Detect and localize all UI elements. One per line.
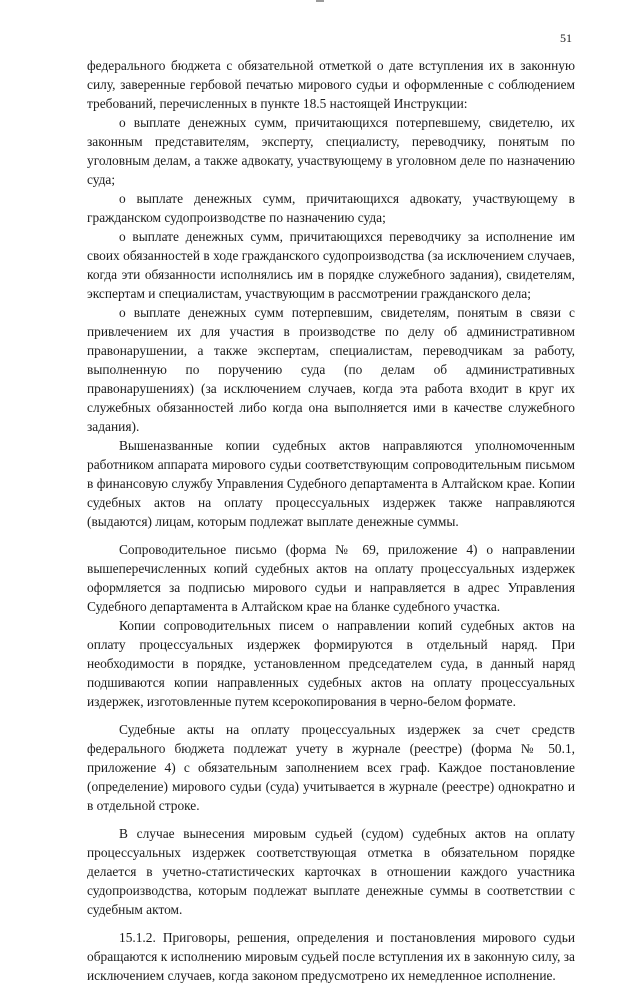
paragraph-continuation: федерального бюджета с обязательной отметкой о дате вступления их в законную силу, заверенные гербовой печатью мирового судьи и оформленные с соблюдением требований, перечисленных в пункте 18.5 настоящей Инструкции:: [87, 58, 575, 111]
paragraph-section-15-1-2: 15.1.2. Приговоры, решения, определения и постановления мирового судьи обращаются к исполнению мировым судьей после вступления их в законную силу, за исключением случаев, когда законом предусмотрено их немедленное исполнение.: [87, 930, 575, 983]
paragraph-journal-registration: Судебные акты на оплату процессуальных издержек за счет средств федерального бюджета подлежат учету в журнале (реестре) (форма № 50.1, приложение 4) с обязательным заполнением всех граф. Каждое постановление (определение) мирового судьи (суда) учитывается в журнале (реестре) однократно и в отдельной строке.: [87, 722, 575, 813]
page-number: 51: [560, 31, 572, 45]
paragraph-cover-letter: Сопроводительное письмо (форма № 69, приложение 4) о направлении вышеперечисленных копий судебных актов на оплату процессуальных издержек оформляется за подписью мирового судьи и направляется в адрес Управления Судебного департамента в Алтайском крае на бланке судебного участка.: [87, 542, 575, 614]
paragraph-statistical-cards: В случае вынесения мировым судьей (судом) судебных актов на оплату процессуальных издержек соответствующая отметка в обязательном порядке делается в учетно-статистических карточках в отношении каждого участника судопроизводства, которым подлежат выплате денежные суммы в соответствии с судебным актом.: [87, 826, 575, 917]
paragraph-copies-sent: Вышеназванные копии судебных актов направляются уполномоченным работником аппарата мирового судьи соответствующим сопроводительным письмом в финансовую службу Управления Судебного департамента в Алтайском крае. Копии судебных актов на оплату процессуальных издержек также направляются (выдаются) лицам, которым подлежат выплате денежные суммы.: [87, 438, 575, 529]
scan-mark: [316, 0, 324, 2]
list-item-civil-advocate: о выплате денежных сумм, причитающихся адвокату, участвующему в гражданском судопроизводстве по назначению суда;: [87, 191, 575, 225]
list-item-civil-translator: о выплате денежных сумм, причитающихся переводчику за исполнение им своих обязанностей в ходе гражданского судопроизводства (за исключением случаев, когда эти обязанности исполнялись им в порядке служебного задания), свидетелям, экспертам и специалистам, участвующим в рассмотрении гражданского дела;: [87, 229, 575, 301]
list-item-criminal-cases: о выплате денежных сумм, причитающихся потерпевшему, свидетелю, их законным представителям, эксперту, специалисту, переводчику, понятым по уголовным делам, а также адвокату, участвующему в уголовном деле по назначению суда;: [87, 115, 575, 187]
list-item-administrative: о выплате денежных сумм потерпевшим, свидетелям, понятым в связи с привлечением их для участия в производстве по делу об административном правонарушении, а также экспертам, специалистам, переводчикам за работу, выполненную по поручению суда (по делам об административных правонарушениях) (за исключением случаев, когда эта работа входит в круг их служебных обязанностей либо когда она выполняется ими в качестве служебного задания).: [87, 305, 575, 434]
paragraph-letter-copies: Копии сопроводительных писем о направлении копий судебных актов на оплату процессуальных издержек формируются в отдельный наряд. При необходимости в порядке, установленном председателем суда, в данный наряд подшиваются копии направленных судебных актов на оплату процессуальных издержек, изготовленные путем ксерокопирования в черно-белом формате.: [87, 618, 575, 709]
document-body: [87, 56, 575, 985]
